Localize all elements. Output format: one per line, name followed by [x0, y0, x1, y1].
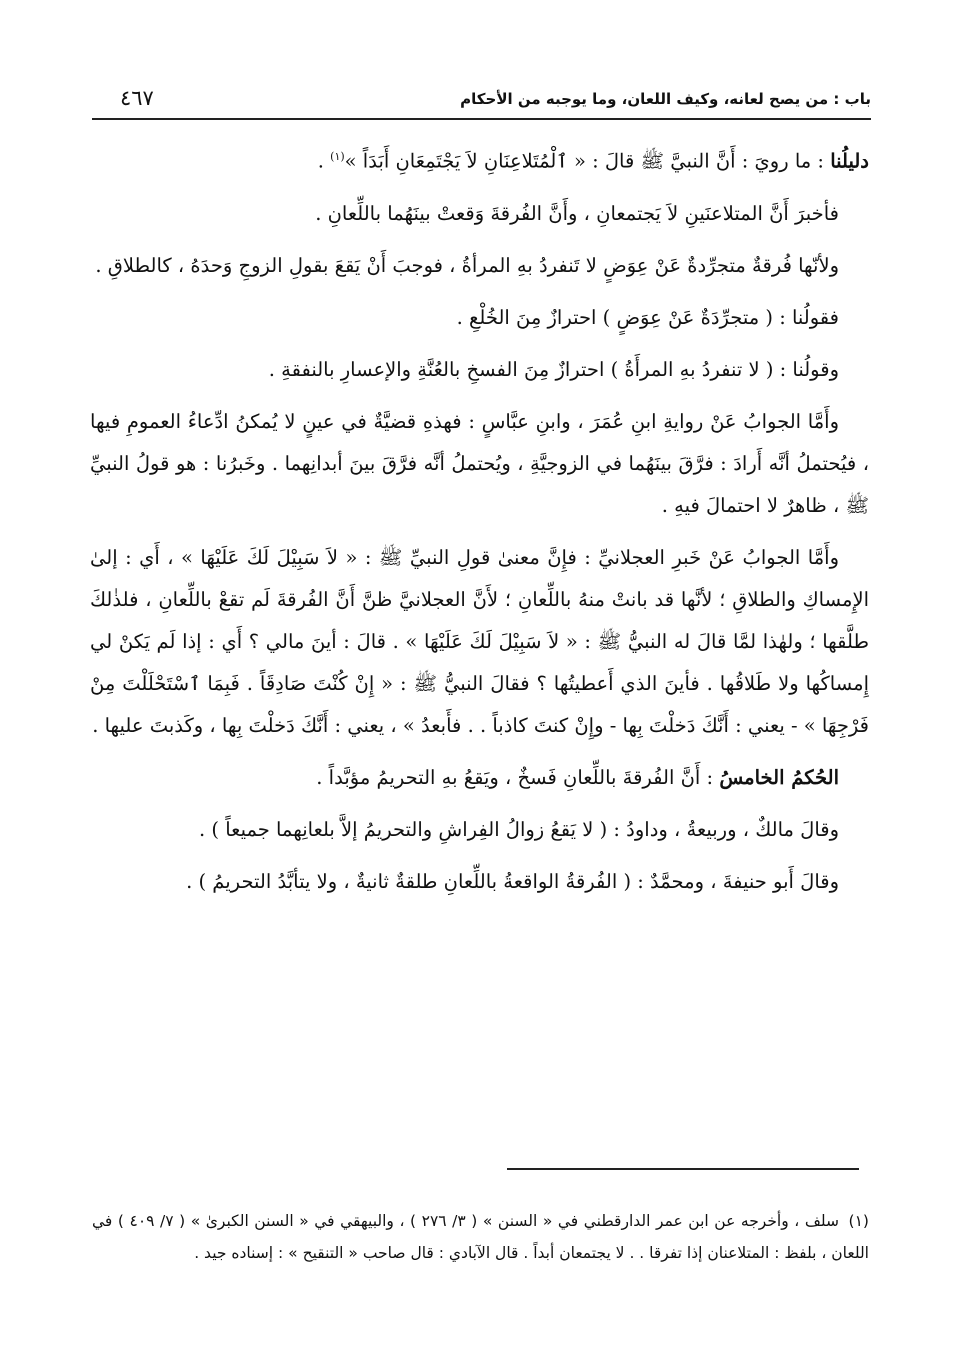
footnote-divider: [507, 1168, 859, 1170]
paragraph-8: [90, 757, 869, 799]
paragraph-5: وقولُنا : ( لا تنفردُ بهِ المرأَةُ ) احترازٌ مِنَ الفسخِ بالعُنَّةِ والإعسارِ بالنفقةِ .: [268, 357, 839, 381]
evidence-label: دليلُنا: [830, 149, 869, 173]
paragraph-1-text: : ما رويَ : أَنَّ النبيَّ ﷺ قالَ : « ٱلْمُتَلاعِنَانِ لاَ يَجْتَمِعَانِ أَبَدَاً »: [344, 149, 831, 173]
footnote-ref: (١): [330, 150, 345, 163]
paragraph-6: وأَمَّا الجوابُ عَنْ روايةِ ابنِ عُمَرَ ، وابنِ عبَّاسٍ : فهذهِ قضيَّةٌ في عينٍ لا يُمكنُ ادِّعاءُ العمومِ فيها ، فيُحتملُ أنَّه أَرادَ : فرَّقَ بينَهُما في الزوجيَّةِ ، ويُحتملُ أنَّه فرَّقَ بينَ أبدانِهما . وخَبرُنا : هو قولُ النبيِّ ﷺ ، ظاهرٌ لا احتمالَ فيهِ .: [90, 409, 869, 517]
footnote-text: سلف ، وأخرجه عن ابن عمر الدارقطني في « السنن » ( ٣/ ٢٧٦ ) ، والبيهقي في « السنن الكبرىٰ » ( ٧/ ٤٠٩ ) في اللعان ، بلفظ : المتلاعنان إذا تفرقا . . لا يجتمعان أبداً . قال الآبادي : قال صاحب « التنقيح » : إسناده جيد .: [92, 1212, 869, 1262]
paragraph-9: وقالَ مالكٌ ، وربيعةُ ، وداودُ : ( لا يَقعُ زوالُ الفِراشِ والتحريمُ إلاَّ بلعانِهما جميعاً ) .: [199, 817, 839, 841]
paragraph-8-text: : أَنَّ الفُرقةَ باللِّعانِ فَسخٌ ، ويَقعُ بهِ التحريمُ مؤبَّداً .: [316, 765, 720, 789]
paragraph-4: فقولُنا : ( متجرِّدَةٌ عَنْ عِوَضٍ ) احترازٌ مِنَ الخُلْعِ .: [456, 305, 839, 329]
footnote-number: (١): [848, 1212, 869, 1230]
footnotes: [92, 1205, 869, 1269]
main-text: [90, 136, 869, 913]
paragraph-3: ولأنّها فُرقةٌ متجرِّدةٌ عَنْ عِوَضٍ لا تَنفردُ بهِ المرأةُ ، فوجبَ أَنْ يَقعَ بقولِ الزوجِ وَحدَهُ ، كالطلاقِ .: [95, 253, 839, 277]
paragraph-2: فأخبرَ أَنَّ المتلاعنَينِ لاَ يَجتمعانِ ، وأَنَّ الفُرقةَ وَقعتْ بينَهُما باللِّعانِ .: [315, 201, 839, 225]
chapter-title: باب : من يصح لعانه، وكيف اللعان، وما يوجبه من الأحكام: [460, 90, 871, 108]
page-header: [92, 86, 871, 120]
paragraph-1-end: .: [317, 149, 331, 173]
ruling-heading: الحُكمُ الخامسُ: [719, 765, 839, 789]
page-number: ٤٦٧: [120, 86, 154, 110]
paragraph-1: [90, 136, 869, 183]
paragraph-10: وقالَ أَبو حنيفةَ ، ومحمَّدٌ : ( الفُرقةُ الواقعةُ باللِّعانِ طلقةٌ ثانيةٌ ، ولا يتأبَّدُ التحريمُ ) .: [186, 869, 839, 893]
paragraph-7: وأَمَّا الجوابُ عَنْ خَبرِ العجلانيِّ : فإِنَّ معنىٰ قولِ النبيِّ ﷺ : « لاَ سَبِيْلَ لَكَ عَلَيْهَا » ، أَي : إلىٰ الإِمساكِ والطلاقِ ؛ لأنَّها قد بانتْ منهُ باللِّعانِ ؛ لأَنَّ العجلانيَّ ظنَّ أَنَّ الفُرقةَ لَم تقعْ باللِّعانِ ، فلذٰلكَ طلَّقها ؛ ولهٰذا لمَّا قالَ له النبيُّ ﷺ : « لاَ سَبِيْلَ لَكَ عَلَيْهَا » . قالَ : أينَ مالي ؟ أَي : إذا لَم يَكنْ لي إِمساكُها ولا طَلاقُها . فأينَ الذي أَعطيتُها ؟ فقالَ النبيُّ ﷺ : « إِنْ كُنْتَ صَادِقَاً . فَبِمَا ٱسْتَحْلَلْتَ مِنْ فَرْجِهَا » - يعني : أَنَّكَ دَخلْتَ بِها - وإِنْ كنتَ كاذباً . . فأَبعدُ » ، يعني : أَنَّكَ دَخلْتَ بِها ، وكَذبتَ عليها .: [90, 545, 869, 737]
